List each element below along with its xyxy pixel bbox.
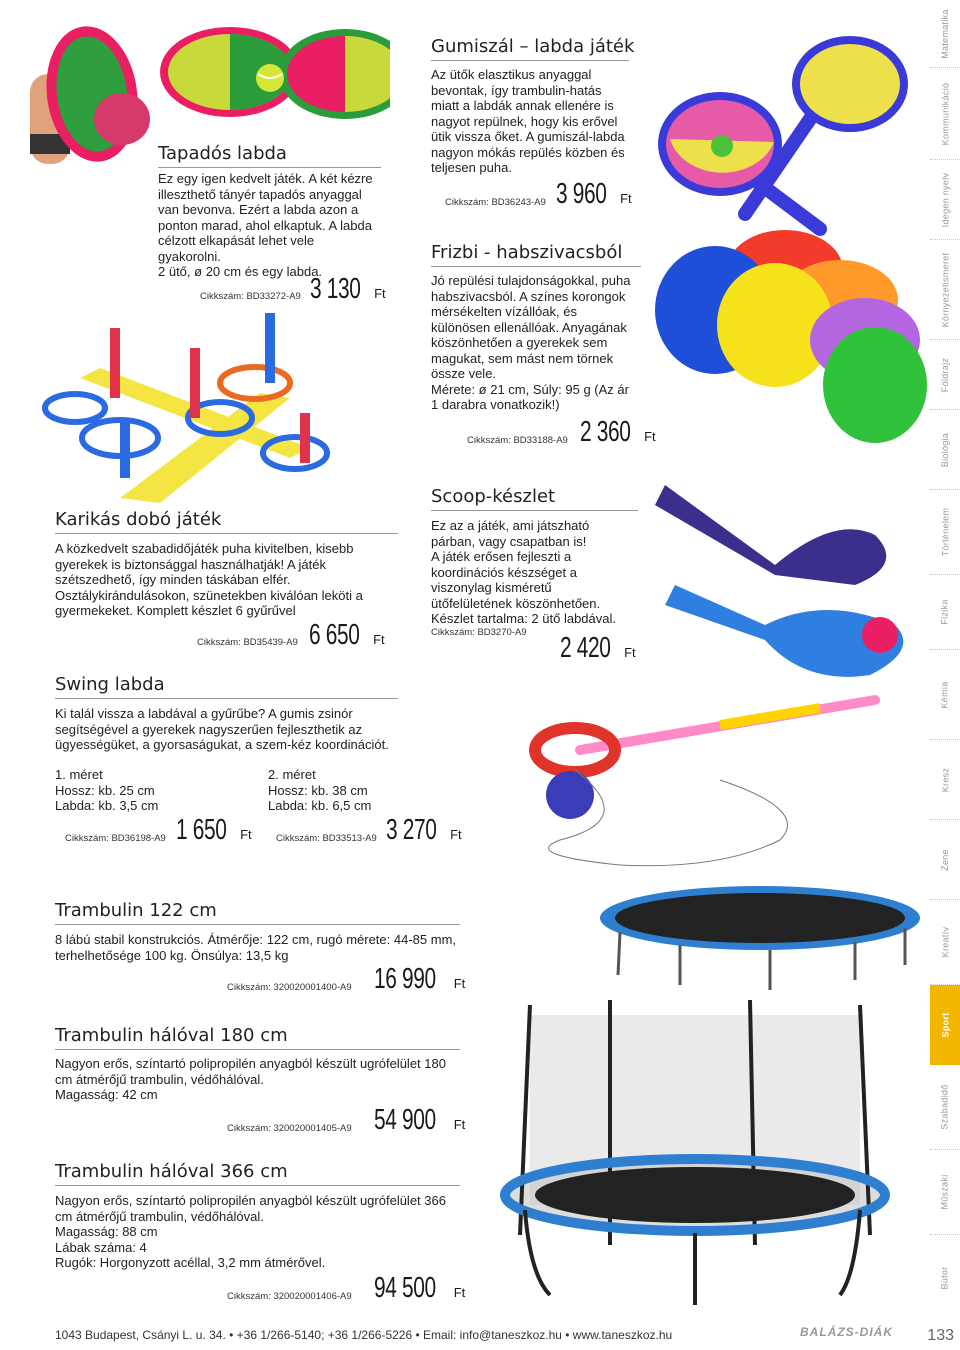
desc-text-2: Mérete: ø 21 cm, Súly: 95 g (Az ár 1 darabra vonatkozik!) — [431, 381, 629, 412]
tab-idegen-nyelv[interactable] — [930, 160, 960, 240]
tab-zene[interactable] — [930, 820, 960, 900]
currency: Ft — [450, 827, 462, 842]
tab-label: Szabadidő — [940, 1084, 950, 1130]
desc-text-2: Magasság: 88 cm — [55, 1224, 158, 1239]
foam-frisbees-image — [655, 230, 930, 460]
sku-karikas: Cikkszám: BD35439-A9 — [197, 637, 298, 648]
desc-text-2: Magasság: 42 cm — [55, 1087, 158, 1102]
tab-matematika[interactable] — [930, 0, 960, 68]
product-desc-tramp122: 8 lábú stabil konstrukciós. Átmérője: 122 cm, rugó mérete: 44-85 mm, terhelhetősége 100 kg. Önsúlya: 13,5 kg — [55, 932, 457, 963]
tab-label: Történelem — [940, 507, 950, 557]
tab-label: Kreatív — [940, 926, 950, 958]
tab-kommunikacio[interactable] — [930, 68, 960, 160]
currency: Ft — [453, 976, 466, 991]
tab-label: Biológia — [940, 432, 950, 467]
price-value: 16 990 — [374, 963, 436, 995]
scoop-set-image — [655, 475, 935, 690]
price-swing-1 — [176, 814, 252, 847]
product-title-tramp180: Trambulin hálóval 180 cm — [55, 1025, 460, 1050]
tab-tortenelem[interactable] — [930, 490, 960, 575]
sku-tramp122: Cikkszám: 320020001400-A9 — [227, 982, 352, 993]
size-length: Hossz: kb. 38 cm — [268, 782, 368, 798]
product-desc-tramp366 — [55, 1193, 455, 1271]
tab-label: Kémia — [939, 680, 950, 709]
footer-contact: 1043 Budapest, Csányi L. u. 34. • +36 1/266-5140; +36 1/266-5226 • Email: info@taneszkoz.hu • www.taneszkoz.hu — [55, 1328, 673, 1342]
swing-size-2 — [268, 767, 458, 814]
sku-tramp366: Cikkszám: 320020001406-A9 — [227, 1291, 352, 1302]
page-footer — [0, 1320, 960, 1350]
tab-sport[interactable] — [930, 985, 960, 1065]
logo-text: BALÁZS-DIÁK — [800, 1325, 893, 1339]
currency: Ft — [240, 827, 252, 842]
product-title-scoop: Scoop-készlet — [431, 486, 638, 511]
product-title-tramp122: Trambulin 122 cm — [55, 900, 460, 925]
tab-label: Környezetismeret — [940, 252, 951, 327]
currency: Ft — [374, 286, 386, 301]
tab-szabadido[interactable] — [930, 1065, 960, 1150]
price-value: 3 960 — [556, 178, 607, 210]
tab-fizika[interactable] — [930, 575, 960, 650]
tab-label: Sport — [940, 1012, 950, 1038]
tab-label: Műszaki — [940, 1174, 951, 1210]
price-value: 2 360 — [580, 416, 631, 448]
product-title-karikas: Karikás dobó játék — [55, 509, 398, 534]
currency: Ft — [620, 191, 632, 206]
price-value: 2 420 — [560, 632, 611, 664]
sku-tramp180: Cikkszám: 320020001405-A9 — [227, 1123, 352, 1134]
swing-ball-image — [520, 690, 890, 875]
tab-biologia[interactable] — [930, 410, 960, 490]
trampoline-net-image — [470, 995, 930, 1315]
trampoline-122-image — [590, 880, 930, 990]
price-value: 3 130 — [310, 273, 361, 305]
price-value: 94 500 — [374, 1272, 436, 1304]
product-desc-swing: Ki talál vissza a labdával a gyűrűbe? A gumis zsinór segítségével a gyerekek nagyszerűen fejleszthetik az ügyességüket, a gyorsaságukat, a szem-kéz koordinációt. — [55, 706, 389, 752]
desc-text-2: 2 ütő, ø 20 cm és egy labda. — [158, 264, 323, 279]
ring-toss-image — [40, 308, 360, 508]
sku-tapados: Cikkszám: BD33272-A9 — [200, 291, 301, 302]
product-desc-karikas: A közkedvelt szabadidőjáték puha kivitelben, kisebb gyerekek is biztonsággal használhatják! A játék szétszedhető, így minden táskában elfér. Osztálykirándulásokon, szünetekben kiválóan leköti a gyermekeket. Komplett készlet 6 gyűrűvel — [55, 541, 363, 618]
size-label: 1. méret — [55, 767, 103, 782]
sku-scoop: Cikkszám: BD3270-A9 — [431, 627, 527, 638]
sku-gumiszal: Cikkszám: BD36243-A9 — [445, 197, 546, 208]
tab-label: Zene — [940, 848, 950, 871]
desc-text: Ez az a játék, ami játszható párban, vagy csapatban is! — [431, 518, 590, 549]
price-gumiszal — [556, 178, 632, 211]
currency: Ft — [624, 645, 636, 660]
product-title-tapados: Tapadós labda — [158, 143, 381, 168]
brand-logo — [800, 1325, 893, 1339]
product-desc-gumiszal: Az ütők elasztikus anyaggal bevontak, így trambulin-hatás miatt a labdák annak ellenére is nagyot repülnek, hogy kis erővel ütik vissza őket. A gumiszál-labda nagyon mókás repülés közben és teljesen puha. — [431, 67, 625, 175]
price-value: 6 650 — [309, 619, 360, 651]
tab-label: Bútor — [939, 1265, 950, 1290]
velcro-catch-paddles-image — [30, 14, 390, 164]
price-tramp366 — [374, 1272, 465, 1305]
price-tramp180 — [374, 1104, 465, 1137]
desc-text: Nagyon erős, színtartó polipropilén anyagból készült ugrófelület 366 cm átmérőjű trambulin, védőhálóval. — [55, 1193, 446, 1224]
tab-kemia[interactable] — [930, 650, 960, 740]
elastic-paddles-image — [650, 24, 920, 244]
price-value: 3 270 — [386, 814, 437, 846]
product-title-frizbi: Frizbi - habszivacsból — [431, 242, 641, 267]
desc-text-3: Lábak száma: 4 — [55, 1239, 147, 1255]
size-ball: Labda: kb. 3,5 cm — [55, 798, 159, 813]
sku-swing-1: Cikkszám: BD36198-A9 — [65, 833, 166, 844]
tab-foldrajz[interactable] — [930, 340, 960, 410]
tab-label: Idegen nyelv — [940, 172, 951, 227]
sku-swing-2: Cikkszám: BD33513-A9 — [276, 833, 377, 844]
product-desc-scoop — [431, 518, 636, 627]
product-title-tramp366: Trambulin hálóval 366 cm — [55, 1161, 460, 1186]
price-value: 1 650 — [176, 814, 227, 846]
swing-size-1 — [55, 767, 245, 814]
desc-text: Jó repülési tulajdonságokkal, puha habszivacsból. A színes korongok mérsékelten vízállóak, és különösen ellenállóak. Anyagának köszönhetően a gyerekek sem magukat, sem mást nem törnek össze vele. — [431, 273, 631, 381]
tab-kresz[interactable] — [930, 740, 960, 820]
desc-text-4: Rugók: Horgonyzott acéllal, 3,2 mm átmérővel. — [55, 1255, 326, 1270]
size-length: Hossz: kb. 25 cm — [55, 782, 155, 798]
page-number: 133 — [927, 1327, 954, 1344]
tab-label: Fizika — [940, 599, 950, 625]
product-title-swing: Swing labda — [55, 674, 398, 699]
product-desc-tramp180 — [55, 1056, 465, 1103]
desc-text-3: Készlet tartalma: 2 ütő labdával. — [431, 611, 616, 626]
desc-text: Nagyon erős, színtartó polipropilén anyagból készült ugrófelület 180 cm átmérőjű trambulin, védőhálóval. — [55, 1056, 446, 1087]
tab-butor[interactable] — [930, 1235, 960, 1320]
size-ball: Labda: kb. 6,5 cm — [268, 798, 372, 813]
price-value: 54 900 — [374, 1104, 436, 1136]
price-tapados — [310, 273, 386, 306]
tab-label: Földrajz — [940, 357, 951, 392]
price-scoop — [560, 632, 636, 665]
desc-text: Ez egy igen kedvelt játék. A két kézre illeszthető tányér tapadós anyaggal van bevonva. Ezért a labda azon a ponton marad, ahol elkaptuk. A labda célzott elkapását lehet vele gyakorolni. — [158, 171, 373, 264]
product-title-gumiszal: Gumiszál – labda játék — [431, 36, 629, 61]
price-swing-2 — [386, 814, 462, 847]
sku-frizbi: Cikkszám: BD33188-A9 — [467, 435, 568, 446]
price-tramp122 — [374, 963, 465, 996]
tab-label: Kresz — [939, 767, 950, 792]
tab-kreativ[interactable] — [930, 900, 960, 985]
currency: Ft — [453, 1117, 466, 1132]
price-frizbi — [580, 416, 656, 449]
product-desc-tapados — [158, 171, 380, 280]
price-karikas — [309, 619, 385, 652]
desc-text-2: A játék erősen fejleszti a koordinációs készséget a viszonylag kisméretű ütőfelületének köszönhetően. — [431, 549, 601, 611]
size-label: 2. méret — [268, 767, 316, 782]
currency: Ft — [644, 429, 656, 444]
currency: Ft — [453, 1285, 466, 1300]
tab-kornyezetismeret[interactable] — [930, 240, 960, 340]
tab-muszaki[interactable] — [930, 1150, 960, 1235]
product-desc-frizbi — [431, 273, 636, 413]
subject-sidebar — [930, 0, 960, 1320]
tab-label: Kommunikáció — [940, 82, 950, 145]
tab-label: Matematika — [940, 8, 950, 59]
currency: Ft — [373, 632, 385, 647]
